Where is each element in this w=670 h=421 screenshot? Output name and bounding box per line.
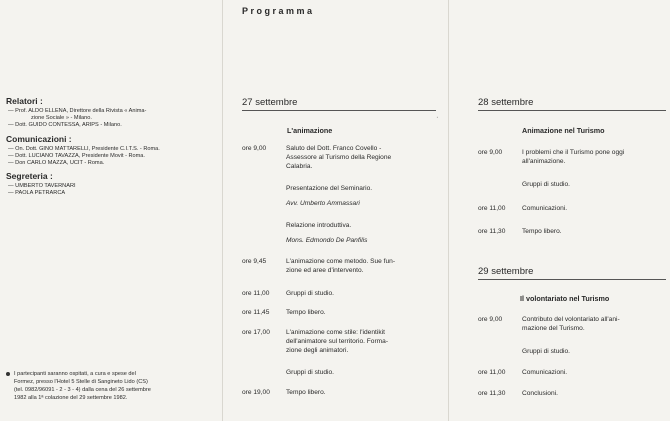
comunicazioni-line: — On. Dott. GINO MATTARELLI, Presidente C.I.T.S. - Roma. — [8, 146, 160, 152]
date-rule — [478, 110, 666, 111]
schedule-text: Calabria. — [286, 163, 313, 170]
program-title: Programma — [242, 6, 315, 16]
comunicazioni-line: — Don CARLO MAZZA, UCIT - Roma. — [8, 160, 105, 166]
schedule-text: all'animazione. — [522, 158, 566, 165]
note-line: (tel. 0982/96091 - 2 - 3 - 4) dalla cena del 26 settembre — [14, 387, 151, 393]
relatori-line: — Dott. GUIDO CONTESSA, ARIPS - Milano. — [8, 122, 122, 128]
speaker-name: Mons. Edmondo De Panfilis — [286, 237, 368, 244]
schedule-text: zione ed aree d'intervento. — [286, 267, 364, 274]
relatori-line: — Prof. ALDO ELLENA, Direttore della Rivista « Anima- — [8, 108, 147, 114]
schedule-time: ore 9,00 — [242, 145, 267, 152]
schedule-time: ore 17,00 — [242, 329, 270, 336]
schedule-time: ore 11,00 — [242, 290, 270, 297]
day-28-29-panel — [448, 0, 670, 421]
schedule-text: Contributo del volontariato all'ani- — [522, 316, 620, 323]
schedule-text: Tempo libero. — [286, 309, 326, 316]
schedule-time: ore 11,45 — [242, 309, 270, 316]
day-date: 29 settembre — [478, 266, 534, 277]
day-date: 27 settembre — [242, 97, 298, 108]
day-heading: Il volontariato nel Turismo — [520, 294, 610, 303]
note-line: 1982 alla 1ª colazione del 29 settembre 1982. — [14, 395, 128, 401]
schedule-text: mazione del Turismo. — [522, 325, 585, 332]
schedule-text: dell'animatore sul territorio. Forma- — [286, 338, 389, 345]
schedule-text: Gruppi di studio. — [286, 290, 335, 297]
speaker-name: Avv. Umberto Ammassari — [286, 200, 360, 207]
note-line: I partecipanti saranno ospitati, a cura e spese del — [14, 371, 136, 377]
segreteria-line: — UMBERTO TAVERNARI — [8, 183, 76, 189]
segreteria-heading: Segreteria : — [6, 171, 53, 181]
left-panel — [0, 0, 222, 421]
schedule-time: ore 9,00 — [478, 316, 503, 323]
schedule-time: ore 11,00 — [478, 369, 506, 376]
schedule-text: Gruppi di studio. — [522, 348, 571, 355]
schedule-text: Saluto del Dott. Franco Covello - — [286, 145, 382, 152]
date-rule — [242, 110, 436, 111]
schedule-text: Assessore al Turismo della Regione — [286, 154, 392, 161]
schedule-text: Relazione introduttiva. — [286, 222, 352, 229]
schedule-text: Comunicazioni. — [522, 369, 568, 376]
schedule-text: Comunicazioni. — [522, 205, 568, 212]
schedule-text: Gruppi di studio. — [522, 181, 571, 188]
comunicazioni-line: — Dott. LUCIANO TAVAZZA, Presidente Movit - Roma. — [8, 153, 145, 159]
comunicazioni-heading: Comunicazioni : — [6, 134, 72, 144]
schedule-time: ore 19,00 — [242, 389, 270, 396]
schedule-time: ore 9,45 — [242, 258, 267, 265]
schedule-text: Tempo libero. — [286, 389, 326, 396]
schedule-text: zione degli animatori. — [286, 347, 349, 354]
stray-mark: ˈ — [436, 117, 439, 124]
note-bullet — [6, 372, 10, 376]
schedule-text: Tempo libero. — [522, 228, 562, 235]
segreteria-line: — PAOLA PETRARCA — [8, 190, 66, 196]
schedule-time: ore 9,00 — [478, 149, 503, 156]
day-27-panel — [222, 0, 448, 421]
date-rule — [478, 279, 666, 280]
schedule-time: ore 11,30 — [478, 390, 506, 397]
schedule-time: ore 11,00 — [478, 205, 506, 212]
day-heading: Animazione nel Turismo — [522, 126, 605, 135]
schedule-time: ore 11,30 — [478, 228, 506, 235]
relatori-line: zione Sociale » - Milano. — [31, 115, 92, 121]
schedule-text: Conclusioni. — [522, 390, 558, 397]
note-line: Formez, presso l'Hotel 5 Stelle di Sangineto Lido (CS) — [14, 379, 148, 385]
schedule-text: Gruppi di studio. — [286, 369, 335, 376]
relatori-heading: Relatori : — [6, 96, 43, 106]
schedule-text: L'animazione come stile: l'identikit — [286, 329, 385, 336]
schedule-text: I problemi che il Turismo pone oggi — [522, 149, 625, 156]
day-date: 28 settembre — [478, 97, 534, 108]
schedule-text: Presentazione del Seminario. — [286, 185, 373, 192]
day-heading: L'animazione — [287, 126, 333, 135]
schedule-text: L'animazione come metodo. Sue fun- — [286, 258, 396, 265]
